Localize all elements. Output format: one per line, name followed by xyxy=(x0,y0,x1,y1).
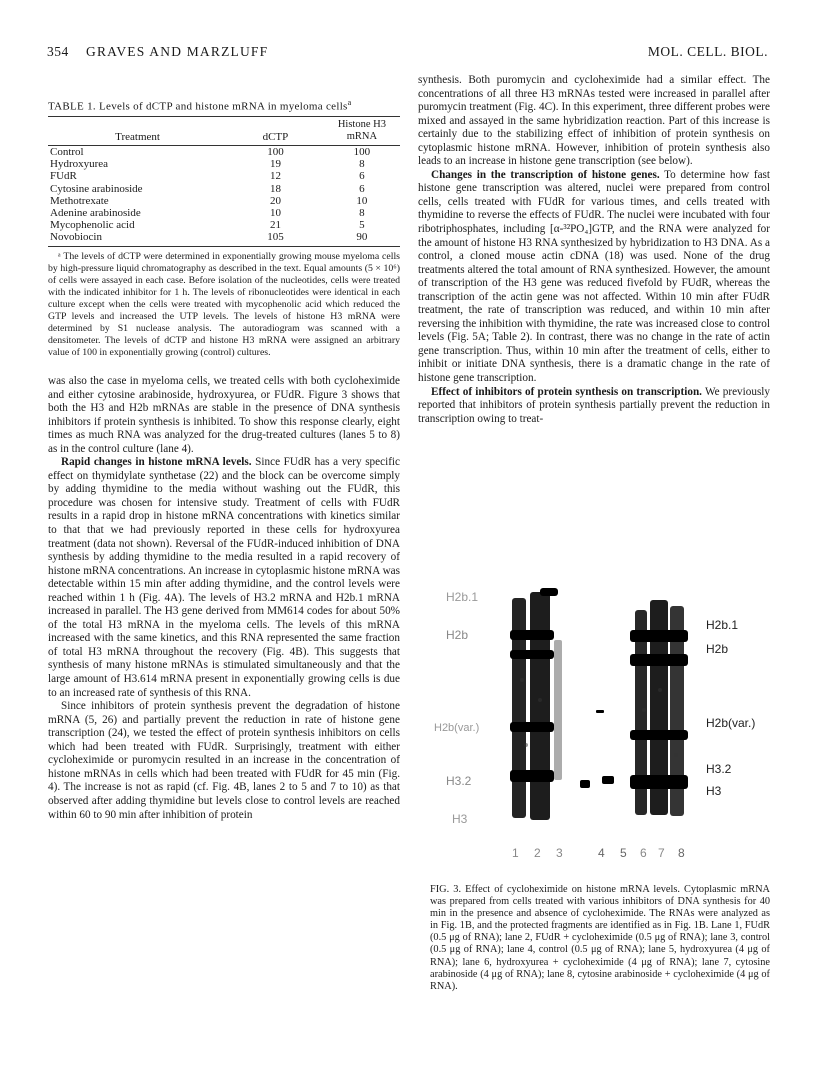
table1-title: TABLE 1. Levels of dCTP and histone mRNA in myeloma cells$^a$ xyxy=(48,98,352,113)
table-row xyxy=(48,158,400,170)
paragraph: Since inhibitors of protein synthesis prevent the degradation of histone mRNA (5, 26) and partially prevent the reduction in rate of histone gene transcription (24), we tested the effect of protein synthesis inhibitors on cells which had been treated with FUdR. Surprisingly, treatment with either cycloheximide or puromycin resulted in an increase in the concentration of histone mRNAs in cells which had been treated with FUdR for 45 min (Fig. 4). The increase is not as rapid (cf. Fig. 4B, lanes 2 to 5 and 7 to 10) as that observed after adding thymidine but levels close to control levels are reached within 60 to 90 min after inhibition of protein xyxy=(48,700,400,821)
gel-label-left: H2b.1 xyxy=(446,590,479,604)
header-journal: MOL. CELL. BIOL. xyxy=(647,44,768,59)
page-number: 354 xyxy=(47,44,69,59)
h3-mrna-cell: 5 xyxy=(359,219,365,232)
section-heading: Changes in the transcription of histone genes. xyxy=(431,168,660,181)
treatment-cell: Adenine arabinoside xyxy=(50,207,141,220)
gel-label-right: H3 xyxy=(706,784,722,798)
table1-footnote: ᵃ The levels of dCTP were determined in exponentially growing mouse myeloma cells by high-pressure liquid chromatography as described in the text. Equal amounts (5 × 10⁶) of cells were assayed in each case. Before isolation of the nucleotides, cells were treated with the indicated inhibitor for 1 h. The levels of ribonucleotides were identical in each culture except when the cells were treated with mycophenolic acid which reduced the GTP levels and increased the UTP levels. The levels of histone H3 mRNA were determined by S1 nuclease analysis. The autoradiogram was scanned with a densitometer. The levels of dCTP and histone H3 mRNA were assigned an arbitrary value of 100 in exponentially growing (control) cultures. xyxy=(48,250,400,358)
gel-label-left: H2b(var.) xyxy=(434,722,480,734)
running-header xyxy=(0,44,816,64)
table-row xyxy=(48,219,400,231)
dctp-cell: 18 xyxy=(269,182,281,195)
gel-label-right: H2b.1 xyxy=(706,618,739,632)
section-heading: Rapid changes in histone mRNA levels. xyxy=(61,456,252,469)
lane-number: 4 xyxy=(598,846,605,860)
paragraph: was also the case in myeloma cells, we treated cells with both cycloheximide and either cytosine arabinoside, hydroxyurea, or FUdR. Figure 3 shows that both the H3 and H2b mRNAs are stable in the presence of DNA synthesis inhibitors if protein synthesis is inhibited. To show this response clearly, eight times as much RNA was analyzed for the drug-treated cultures (lanes 5 to 8) as in the control culture (lane 4). xyxy=(48,375,400,455)
treatment-cell: Hydroxyurea xyxy=(50,158,109,171)
table1-col-header: dCTP xyxy=(262,131,289,143)
table1-col-header: Treatment xyxy=(115,131,160,143)
lane-numbers xyxy=(430,846,760,862)
dctp-cell: 100 xyxy=(267,146,284,158)
table-row xyxy=(48,170,400,182)
dctp-cell: 10 xyxy=(269,207,281,220)
h3-mrna-cell: 6 xyxy=(359,170,365,183)
treatment-cell: Methotrexate xyxy=(50,194,109,207)
lane-number: 6 xyxy=(640,846,647,860)
figure3-caption: FIG. 3. Effect of cycloheximide on histone mRNA levels. Cytoplasmic mRNA was prepared from cells treated with various inhibitors of DNA synthesis for 40 min in the presence and absence of cycloheximide. The RNAs were analyzed as in Fig. 1B, and the protected fragments are identified as in Fig. 1B. Lane 1, FUdR (0.5 μg of RNA); lane 2, FUdR + cycloheximide (0.5 μg of RNA); lane 3, control (0.5 μg of RNA); lane 4, control (0.5 μg of RNA); lane 5, hydroxyurea (4 μg of RNA); lane 6, hydroxyurea + cycloheximide (4 μg of RNA); lane 7, cytosine arabinoside (4 μg of RNA); lane 8, cytosine arabinoside + cycloheximide (4 μg of RNA). xyxy=(430,884,770,992)
treatment-cell: FUdR xyxy=(50,170,77,183)
h3-mrna-cell: 100 xyxy=(353,146,371,158)
table-row xyxy=(48,207,400,219)
dctp-cell: 19 xyxy=(269,158,281,171)
lane-number: 7 xyxy=(658,846,665,860)
gel-label-right: H3.2 xyxy=(706,762,732,776)
table-row xyxy=(48,183,400,195)
table1-grid xyxy=(48,116,400,244)
treatment-cell: Cytosine arabinoside xyxy=(50,182,143,195)
lane-number: 3 xyxy=(556,846,563,860)
figure3-gel xyxy=(430,570,760,870)
right-column xyxy=(418,74,770,426)
table1 xyxy=(48,116,400,359)
paragraph: Changes in the transcription of histone genes. To determine how fast histone gene transcription was altered, nuclei were prepared from control cells, cells treated with FUdR for various times, and cells treated with thymidine to reverse the effects of FUdR. The nuclei were incubated with four ribotriphosphates, including [α-³²PO₄]GTP, and the RNA were analyzed for the amount of histone H3 RNA synthesized by hybridization to H3 DNA. As a control, a cloned mouse actin cDNA (18) was used. None of the drug treatments altered the total amount of RNA synthesized. However, the amount of transcription of the H3 gene was reduced fivefold by FUdR, whereas the transcription of the actin gene was not affected. Within 10 min after FUdR treatment, the rate of transcription was reduced, and within 10 min after reversing the inhibition with thymidine, the rate was increased close to control levels (Fig. 5A; Table 2). In contrast, there was no change in the rate of actin gene transcription. Thus, within 10 min after the treatment of cells, either to inhibit or initiate DNA synthesis, there is a dramatic change in the rate of histone gene transcription. xyxy=(418,168,770,385)
gel-label-right: H2b(var.) xyxy=(706,716,756,730)
dctp-cell: 20 xyxy=(269,194,281,207)
h3-mrna-cell: 8 xyxy=(359,158,365,171)
table-row xyxy=(48,195,400,207)
lane-number: 5 xyxy=(620,846,627,860)
gel-label-left: H3.2 xyxy=(446,774,472,788)
table1-col-header: Histone H3 mRNA xyxy=(337,119,386,142)
section-heading: Effect of inhibitors of protein synthesis on transcription. xyxy=(431,385,702,398)
gel-label-left: H3 xyxy=(452,812,468,826)
gel-label-right: H2b xyxy=(706,642,729,656)
h3-mrna-cell: 6 xyxy=(359,182,365,195)
header-authors: GRAVES AND MARZLUFF xyxy=(86,44,269,59)
paragraph: synthesis. Both puromycin and cycloheximide had a similar effect. The concentrations of all three H3 mRNAs tested were increased in parallel after puromycin treatment (Fig. 4C). In this experiment, three different probes were mixed and assayed in the same hybridization reaction. Part of this increase is certainly due to the stabilizing effect of inhibition of protein synthesis on cytoplasmic histone mRNA. However, inhibition of protein synthesis also leads to an increase in histone gene transcription (see below). xyxy=(418,74,770,168)
table-row xyxy=(48,146,400,159)
left-column xyxy=(48,375,400,822)
paragraph: Effect of inhibitors of protein synthesis on transcription. We previously reported that inhibitors of protein synthesis partially prevent the reduction in transcription owing to treat- xyxy=(418,385,770,425)
lane-number: 2 xyxy=(534,846,541,860)
lane-number: 1 xyxy=(512,846,519,860)
lane-number: 8 xyxy=(678,846,685,860)
treatment-cell: Control xyxy=(50,146,84,158)
dctp-cell: 12 xyxy=(269,170,281,183)
h3-mrna-cell: 90 xyxy=(356,231,368,244)
h3-mrna-cell: 8 xyxy=(359,207,365,220)
h3-mrna-cell: 10 xyxy=(356,194,368,207)
table-row xyxy=(48,231,400,243)
dctp-cell: 21 xyxy=(269,219,281,232)
table1-body xyxy=(48,146,400,244)
dctp-cell: 105 xyxy=(267,231,284,244)
treatment-cell: Novobiocin xyxy=(50,231,102,244)
paragraph: Rapid changes in histone mRNA levels. Since FUdR has a very specific effect on thymidylate synthetase (22) and the block can be overcome simply by adding thymidine to the media without washing out the FUdR, this procedure was chosen for intensive study. Treatment of cells with FUdR results in a rapid drop in histone mRNA concentrations with kinetics similar to that that we had previously reported in these cells for hydroxyurea treatment (data not shown). Reversal of the FUdR-induced inhibition of DNA synthesis by adding thymidine to the media resulted in a rapid recovery of histone mRNA concentrations. An increase in cytoplasmic histone mRNA was detectable within 15 min after adding thymidine, and the control levels were reached within 1 h (Fig. 4A). The levels of H3.2 mRNA and H2b.1 mRNA increased in parallel. The H3 gene derived from MM614 codes for about 50% of the total H3 mRNA in the myeloma cells. The levels of this mRNA increased with the same kinetics, and this RNA represented the same fraction of total H3 mRNA throughout the recovery (Fig. 4B). This suggests that synthesis of many histone mRNAs is stimulated simultaneously and that the large amount of H3.614 mRNA present in exponentially growing cells is due to an increased rate of synthesis of this RNA. xyxy=(48,456,400,699)
treatment-cell: Mycophenolic acid xyxy=(50,219,135,232)
gel-label-left: H2b xyxy=(446,628,469,642)
